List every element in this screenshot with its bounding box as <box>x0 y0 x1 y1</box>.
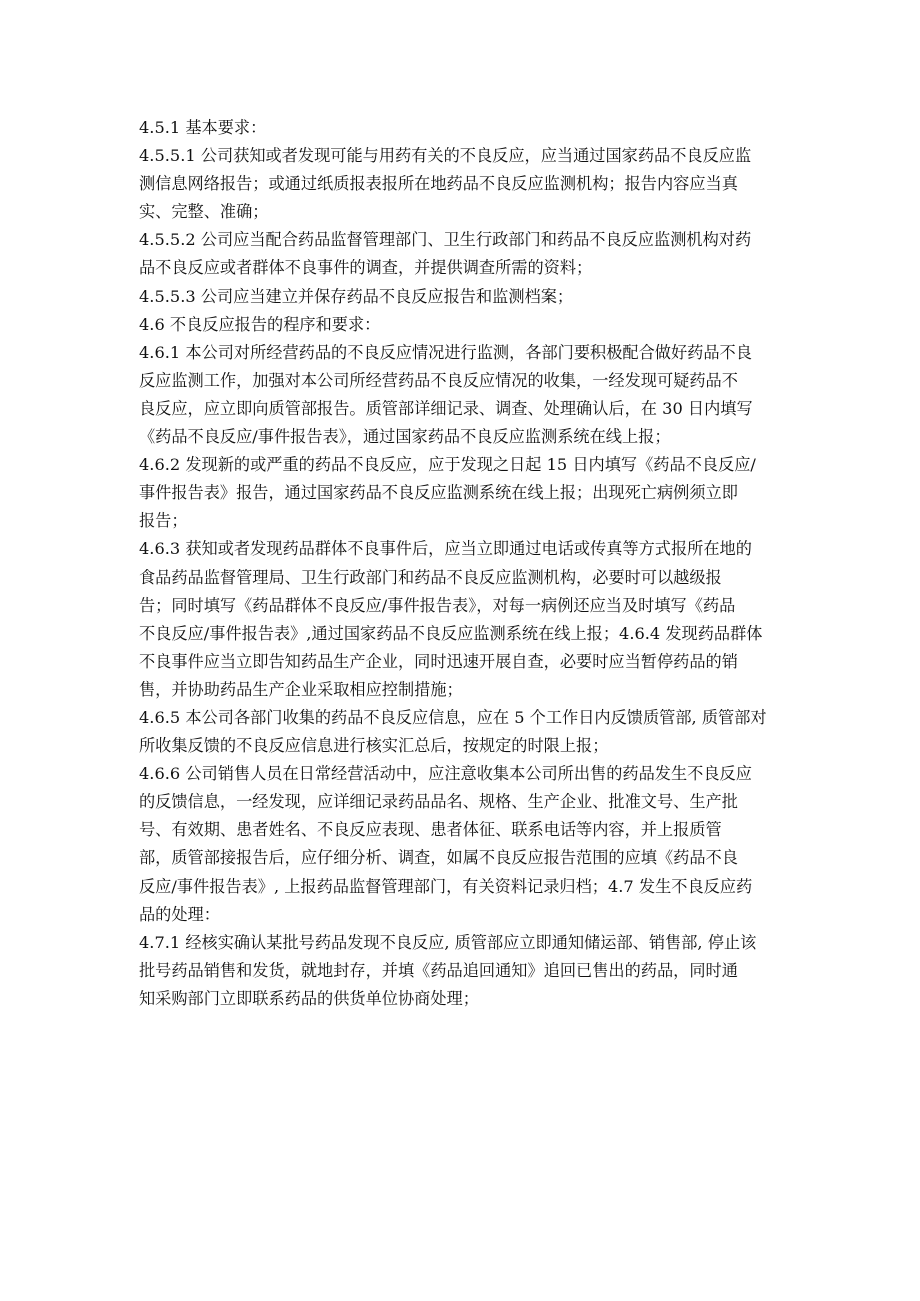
text-line: 4.6.1 本公司对所经营药品的不良反应情况进行监测，各部门要积极配合做好药品不良 <box>139 342 752 362</box>
text-line: 批号药品销售和发货，就地封存，并填《药品追回通知》追回已售出的药品，同时通 <box>139 960 738 980</box>
document-body <box>139 114 789 1013</box>
text-line: 反应/事件报告表》, 上报药品监督管理部门，有关资料记录归档；4.7 发生不良反应药 <box>139 876 753 896</box>
text-line: 4.6.2 发现新的或严重的药品不良反应，应于发现之日起 15 日内填写《药品不良反应/ <box>139 455 756 475</box>
text-line: 告；同时填写《药品群体不良反应/事件报告表》，对每一病例还应当及时填写《药品 <box>139 595 736 615</box>
text-line: 品的处理： <box>139 904 220 924</box>
text-line: 《药品不良反应/事件报告表》，通过国家药品不良反应监测系统在线上报； <box>139 427 671 447</box>
text-line: 实、完整、准确； <box>139 202 269 222</box>
text-line: 部，质管部接报告后，应仔细分析、调查，如属不良反应报告范围的应填《药品不良 <box>139 848 738 868</box>
text-line: 号、有效期、患者姓名、不良反应表现、患者体征、联系电话等内容，并上报质管 <box>139 820 722 840</box>
text-line: 食品药品监督管理局、卫生行政部门和药品不良反应监测机构，必要时可以越级报 <box>139 567 722 587</box>
text-line: 不良事件应当立即告知药品生产企业，同时迅速开展自查，必要时应当暂停药品的销 <box>139 651 738 671</box>
text-line: 4.7.1 经核实确认某批号药品发现不良反应, 质管部应立即通知储运部、销售部, 停止该 <box>139 932 757 952</box>
text-line: 良反应，应立即向质管部报告。质管部详细记录、调查、处理确认后，在 30 日内填写 <box>139 398 753 418</box>
text-line: 4.6.5 本公司各部门收集的药品不良反应信息，应在 5 个工作日内反馈质管部, 质管部对 <box>139 707 767 727</box>
text-line: 的反馈信息，一经发现，应详细记录药品品名、规格、生产企业、批准文号、生产批 <box>139 792 738 812</box>
text-line: 4.6.3 获知或者发现药品群体不良事件后，应当立即通过电话或传真等方式报所在地的 <box>139 539 752 559</box>
text-line: 4.5.5.2 公司应当配合药品监督管理部门、卫生行政部门和药品不良反应监测机构对药 <box>139 230 752 250</box>
text-line: 售，并协助药品生产企业采取相应控制措施； <box>139 679 463 699</box>
text-line: 品不良反应或者群体不良事件的调查，并提供调查所需的资料； <box>139 258 593 278</box>
text-line: 4.5.1 基本要求： <box>139 118 267 137</box>
text-line: 4.6 不良反应报告的程序和要求： <box>139 314 381 334</box>
text-line: 所收集反馈的不良反应信息进行核实汇总后，按规定的时限上报； <box>139 736 609 756</box>
text-line: 测信息网络报告；或通过纸质报表报所在地药品不良反应监测机构；报告内容应当真 <box>139 174 738 194</box>
text-line: 反应监测工作，加强对本公司所经营药品不良反应情况的收集，一经发现可疑药品不 <box>139 370 738 390</box>
text-line: 4.5.5.3 公司应当建立并保存药品不良反应报告和监测档案； <box>139 286 574 306</box>
text-line: 报告； <box>139 511 188 531</box>
text-line: 事件报告表》报告，通过国家药品不良反应监测系统在线上报；出现死亡病例须立即 <box>139 483 738 503</box>
text-line: 4.5.5.1 公司获知或者发现可能与用药有关的不良反应，应当通过国家药品不良反应监 <box>139 146 752 166</box>
text-line: 不良反应/事件报告表》,通过国家药品不良反应监测系统在线上报；4.6.4 发现药品群体 <box>139 623 763 643</box>
text-line: 知采购部门立即联系药品的供货单位协商处理； <box>139 988 479 1008</box>
text-line: 4.6.6 公司销售人员在日常经营活动中，应注意收集本公司所出售的药品发生不良反应 <box>139 764 752 784</box>
